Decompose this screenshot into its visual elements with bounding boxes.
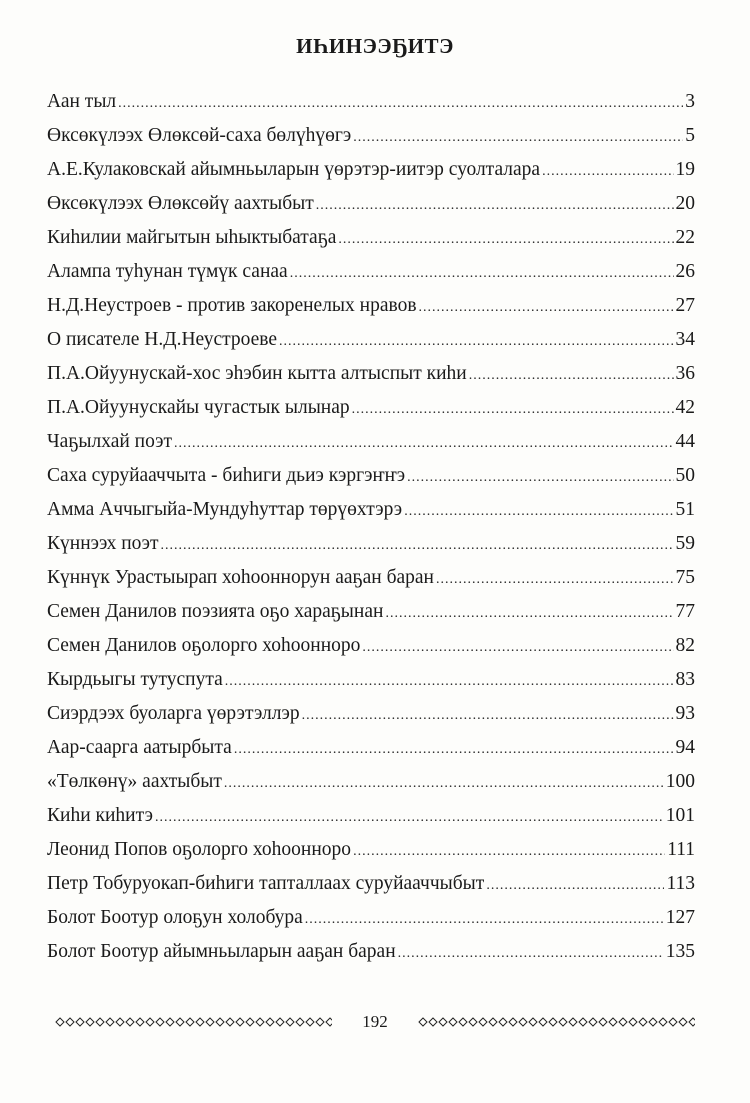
- dot-leader: [279, 326, 673, 356]
- toc-entry-title: А.Е.Кулаковскай айымньыларын үөрэтэр-иитэр суолталара: [47, 159, 541, 180]
- dot-leader: [469, 360, 674, 390]
- toc-entry-title: Леонид Попов оҕолорго хоһооннoро: [47, 839, 352, 860]
- toc-entry: [47, 258, 695, 292]
- toc-entry: [47, 836, 695, 870]
- toc-entry-page: 77: [675, 601, 695, 622]
- dot-leader: [118, 88, 683, 118]
- toc-entry-title: Петр Тобуруокап-биһиги тапталлаах суруйааччыбыт: [47, 873, 485, 894]
- toc-entry-title: Болот Боотур айымньыларын ааҕан баран: [47, 941, 396, 962]
- toc-entry: [47, 88, 695, 122]
- toc-entry-page: 20: [675, 193, 695, 214]
- page-number: 192: [362, 1012, 388, 1031]
- toc-entry: [47, 394, 695, 428]
- toc-entry-page: 3: [685, 91, 695, 112]
- toc-entry-page: 34: [675, 329, 695, 350]
- toc-entry-page: 50: [675, 465, 695, 486]
- toc-entry: [47, 734, 695, 768]
- toc-entry-page: 82: [675, 635, 695, 656]
- toc-entry: [47, 156, 695, 190]
- toc-entry: [47, 462, 695, 496]
- toc-entry-title: Кырдьыгы тутуспута: [47, 669, 223, 690]
- toc-entry-title: Болот Боотур олоҕун холобура: [47, 907, 303, 928]
- toc-entry-page: 42: [675, 397, 695, 418]
- toc-entry-title: Өксөкүлээх Өлөксөйү аахтыбыт: [47, 193, 314, 214]
- toc-entry-page: 111: [667, 839, 695, 860]
- toc-entry-title: Киһилии майгытын ыһыктыбатаҕа: [47, 227, 337, 248]
- toc-entry-page: 100: [665, 771, 695, 792]
- dot-leader: [362, 632, 673, 662]
- toc-entry-page: 135: [665, 941, 695, 962]
- page-footer: [55, 1011, 695, 1033]
- toc-entry-title: Күннээх поэт: [47, 533, 159, 554]
- dot-leader: [316, 190, 674, 220]
- toc-entry: [47, 428, 695, 462]
- dot-leader: [174, 428, 674, 458]
- toc-entry-title: Алампа туһунан түмүк санаа: [47, 261, 288, 282]
- table-of-contents: [47, 88, 695, 972]
- toc-entry-title: О писателе Н.Д.Неустроеве: [47, 329, 278, 350]
- toc-entry: [47, 666, 695, 700]
- toc-entry: [47, 564, 695, 598]
- diamond-ornament-left: [55, 1016, 332, 1028]
- toc-entry-page: 27: [675, 295, 695, 316]
- page-title: ИҺИНЭЭҔИТЭ: [296, 34, 454, 58]
- toc-entry: [47, 122, 695, 156]
- dot-leader: [234, 734, 674, 764]
- toc-entry-title: Амма Аччыгыйа-Мундуһуттар төрүөхтэрэ: [47, 499, 403, 520]
- toc-entry: [47, 802, 695, 836]
- toc-entry-title: Саха суруйааччыта - биһиги дьиэ кэргэҥҥэ: [47, 465, 406, 486]
- dot-leader: [385, 598, 673, 628]
- toc-entry-title: Күннүк Урастыырап хоһооннорун ааҕан баран: [47, 567, 434, 588]
- toc-entry-title: Аар-саарга аатырбыта: [47, 737, 232, 758]
- dot-leader: [419, 292, 674, 322]
- toc-entry-title: Сиэрдээх буоларга үөрэтэллэр: [47, 703, 300, 724]
- toc-entry-page: 101: [665, 805, 695, 826]
- toc-entry-page: 75: [675, 567, 695, 588]
- toc-entry: [47, 598, 695, 632]
- toc-entry: [47, 870, 695, 904]
- toc-entry-page: 83: [675, 669, 695, 690]
- toc-entry-page: 59: [675, 533, 695, 554]
- dot-leader: [352, 394, 674, 424]
- toc-entry: [47, 496, 695, 530]
- toc-entry-page: 94: [675, 737, 695, 758]
- toc-entry: [47, 904, 695, 938]
- dot-leader: [290, 258, 674, 288]
- toc-entry-title: Семен Данилов поэзията оҕо хараҕынан: [47, 601, 384, 622]
- toc-entry-page: 44: [675, 431, 695, 452]
- toc-entry-title: Өксөкүлээх Өлөксөй-саха бөлүһүөгэ: [47, 125, 352, 146]
- toc-entry: [47, 632, 695, 666]
- toc-entry-title: П.А.Ойуунускайы чугастык ылынар: [47, 397, 350, 418]
- dot-leader: [225, 666, 674, 696]
- toc-entry: [47, 530, 695, 564]
- toc-entry-page: 5: [685, 125, 695, 146]
- toc-entry: [47, 768, 695, 802]
- dot-leader: [398, 938, 664, 968]
- toc-entry-title: Н.Д.Неустроев - против закоренелых нравов: [47, 295, 417, 316]
- toc-entry-page: 51: [675, 499, 695, 520]
- dot-leader: [353, 122, 683, 152]
- toc-entry-page: 22: [675, 227, 695, 248]
- dot-leader: [338, 224, 673, 254]
- toc-entry-title: П.А.Ойуунускай-хос эһэбин кытта алтыспыт киһи: [47, 363, 467, 384]
- toc-entry: [47, 190, 695, 224]
- toc-entry: [47, 224, 695, 258]
- toc-entry: [47, 700, 695, 734]
- toc-entry: [47, 938, 695, 972]
- dot-leader: [542, 156, 673, 186]
- dot-leader: [407, 462, 673, 492]
- toc-entry: [47, 360, 695, 394]
- toc-entry-title: Чаҕылхай поэт: [47, 431, 172, 452]
- dot-leader: [305, 904, 664, 934]
- toc-entry-title: Аан тыл: [47, 91, 117, 112]
- dot-leader: [486, 870, 664, 900]
- toc-entry-title: Киһи киһитэ: [47, 805, 153, 826]
- toc-entry-title: «Төлкөнү» аахтыбыт: [47, 771, 222, 792]
- toc-entry: [47, 326, 695, 360]
- dot-leader: [224, 768, 664, 798]
- dot-leader: [404, 496, 673, 526]
- toc-entry-page: 113: [666, 873, 695, 894]
- dot-leader: [436, 564, 674, 594]
- toc-entry-page: 19: [675, 159, 695, 180]
- dot-leader: [302, 700, 674, 730]
- toc-entry: [47, 292, 695, 326]
- toc-entry-page: 127: [665, 907, 695, 928]
- dot-leader: [155, 802, 664, 832]
- toc-entry-page: 26: [675, 261, 695, 282]
- dot-leader: [161, 530, 674, 560]
- toc-entry-page: 93: [675, 703, 695, 724]
- toc-entry-title: Семен Данилов оҕолорго хоһооннoро: [47, 635, 361, 656]
- dot-leader: [353, 836, 665, 866]
- toc-entry-page: 36: [675, 363, 695, 384]
- diamond-ornament-right: [418, 1016, 695, 1028]
